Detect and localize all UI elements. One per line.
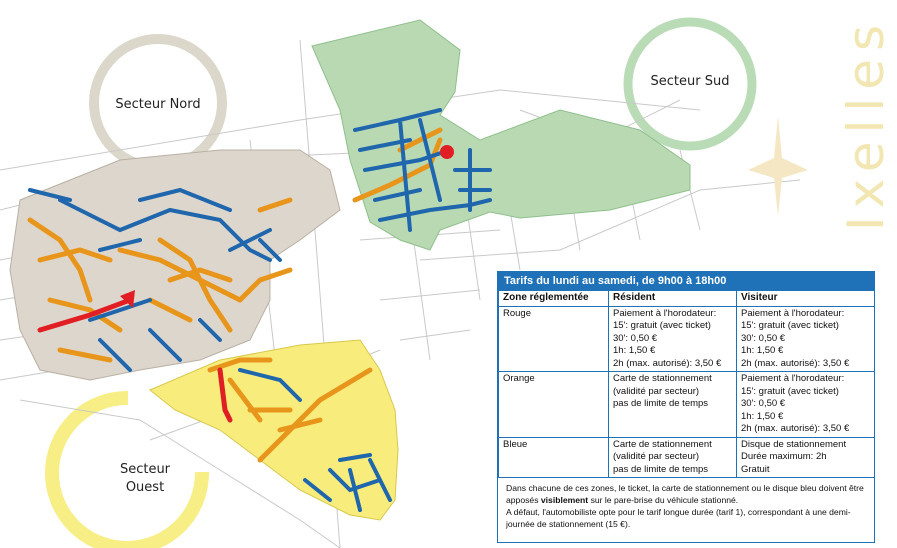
resident-line: (validité par secteur) xyxy=(613,451,700,462)
compass-star-icon xyxy=(748,116,808,216)
resident-line: pas de limite de temps xyxy=(613,463,709,475)
zone-cell: Rouge xyxy=(499,306,609,372)
commune-title xyxy=(838,4,894,244)
note-text-2: sur le pare-brise du véhicule stationné. xyxy=(588,495,739,505)
note-text-3: A défaut, l'automobiliste opte pour le tarif longue durée (tarif 1), correspondant à une demi-journée de stationnement (15 €). xyxy=(506,507,851,529)
visiteur-line: 2h (max. autorisé): 3,50 € xyxy=(741,423,850,434)
visiteur-cell xyxy=(737,437,875,478)
resident-line: 15': gratuit (avec ticket) xyxy=(613,320,711,331)
resident-line: (validité par secteur) xyxy=(613,385,700,397)
visiteur-line: 15': gratuit (avec ticket) xyxy=(741,385,839,397)
tariff-header-row xyxy=(499,291,875,307)
visiteur-line: Paiement à l'horodateur: xyxy=(741,307,845,319)
note-text-1: Dans chacune de ces zones, le ticket, la carte de stationnement ou le disque bleu doivent être apposés xyxy=(506,483,864,505)
secteur-nord-label: Secteur Nord xyxy=(115,97,201,112)
visiteur-line: 2h (max. autorisé): 3,50 € xyxy=(741,357,850,369)
visiteur-line: Paiement à l'horodateur: xyxy=(741,373,845,384)
resident-cell xyxy=(609,372,737,438)
header-visiteur: Visiteur xyxy=(737,291,875,307)
visiteur-line: 1h: 1,50 € xyxy=(741,345,784,356)
visiteur-line: Disque de stationnement xyxy=(741,438,847,450)
tariff-row xyxy=(499,437,875,478)
visiteur-line: 30': 0,50 € xyxy=(741,398,786,409)
tariff-row xyxy=(499,306,875,372)
resident-cell xyxy=(609,437,737,478)
header-zone: Zone réglementée xyxy=(499,291,609,307)
rouge-node-sud xyxy=(440,145,454,159)
resident-line: Paiement à l'horodateur: xyxy=(613,307,717,319)
tariff-row xyxy=(499,372,875,438)
tariff-grid xyxy=(498,290,875,478)
header-resident: Résident xyxy=(609,291,737,307)
zone-cell: Orange xyxy=(499,372,609,438)
zone-cell: Bleue xyxy=(499,437,609,478)
secteur-ouest-label-line1: Secteur xyxy=(119,462,171,477)
visiteur-line: 15': gratuit (avec ticket) xyxy=(741,320,839,331)
visiteur-line: 30': 0,50 € xyxy=(741,332,786,344)
visiteur-cell xyxy=(737,372,875,438)
tariff-title: Tarifs du lundi au samedi, de 9h00 à 18h00 xyxy=(498,272,874,290)
visiteur-cell xyxy=(737,306,875,372)
secteur-ouest-label xyxy=(105,461,185,496)
commune-name: Ixelles xyxy=(837,16,895,232)
secteur-ouest-area xyxy=(150,340,398,520)
resident-line: Carte de stationnement xyxy=(613,373,712,384)
resident-line: 2h (max. autorisé): 3,50 € xyxy=(613,357,722,369)
resident-line: Carte de stationnement xyxy=(613,438,712,450)
resident-cell xyxy=(609,306,737,372)
resident-line: pas de limite de temps xyxy=(613,398,709,409)
note-bold: visiblement xyxy=(540,495,589,505)
visiteur-line: Durée maximum: 2h xyxy=(741,451,827,462)
secteur-ouest-label-line2: Ouest xyxy=(125,479,165,495)
secteur-sud-label: Secteur Sud xyxy=(650,74,730,89)
resident-line: 1h: 1,50 € xyxy=(613,345,656,356)
tariff-table xyxy=(497,271,875,543)
visiteur-line: 1h: 1,50 € xyxy=(741,410,784,422)
resident-line: 30': 0,50 € xyxy=(613,332,658,344)
visiteur-line: Gratuit xyxy=(741,463,770,475)
tariff-note xyxy=(498,478,874,534)
